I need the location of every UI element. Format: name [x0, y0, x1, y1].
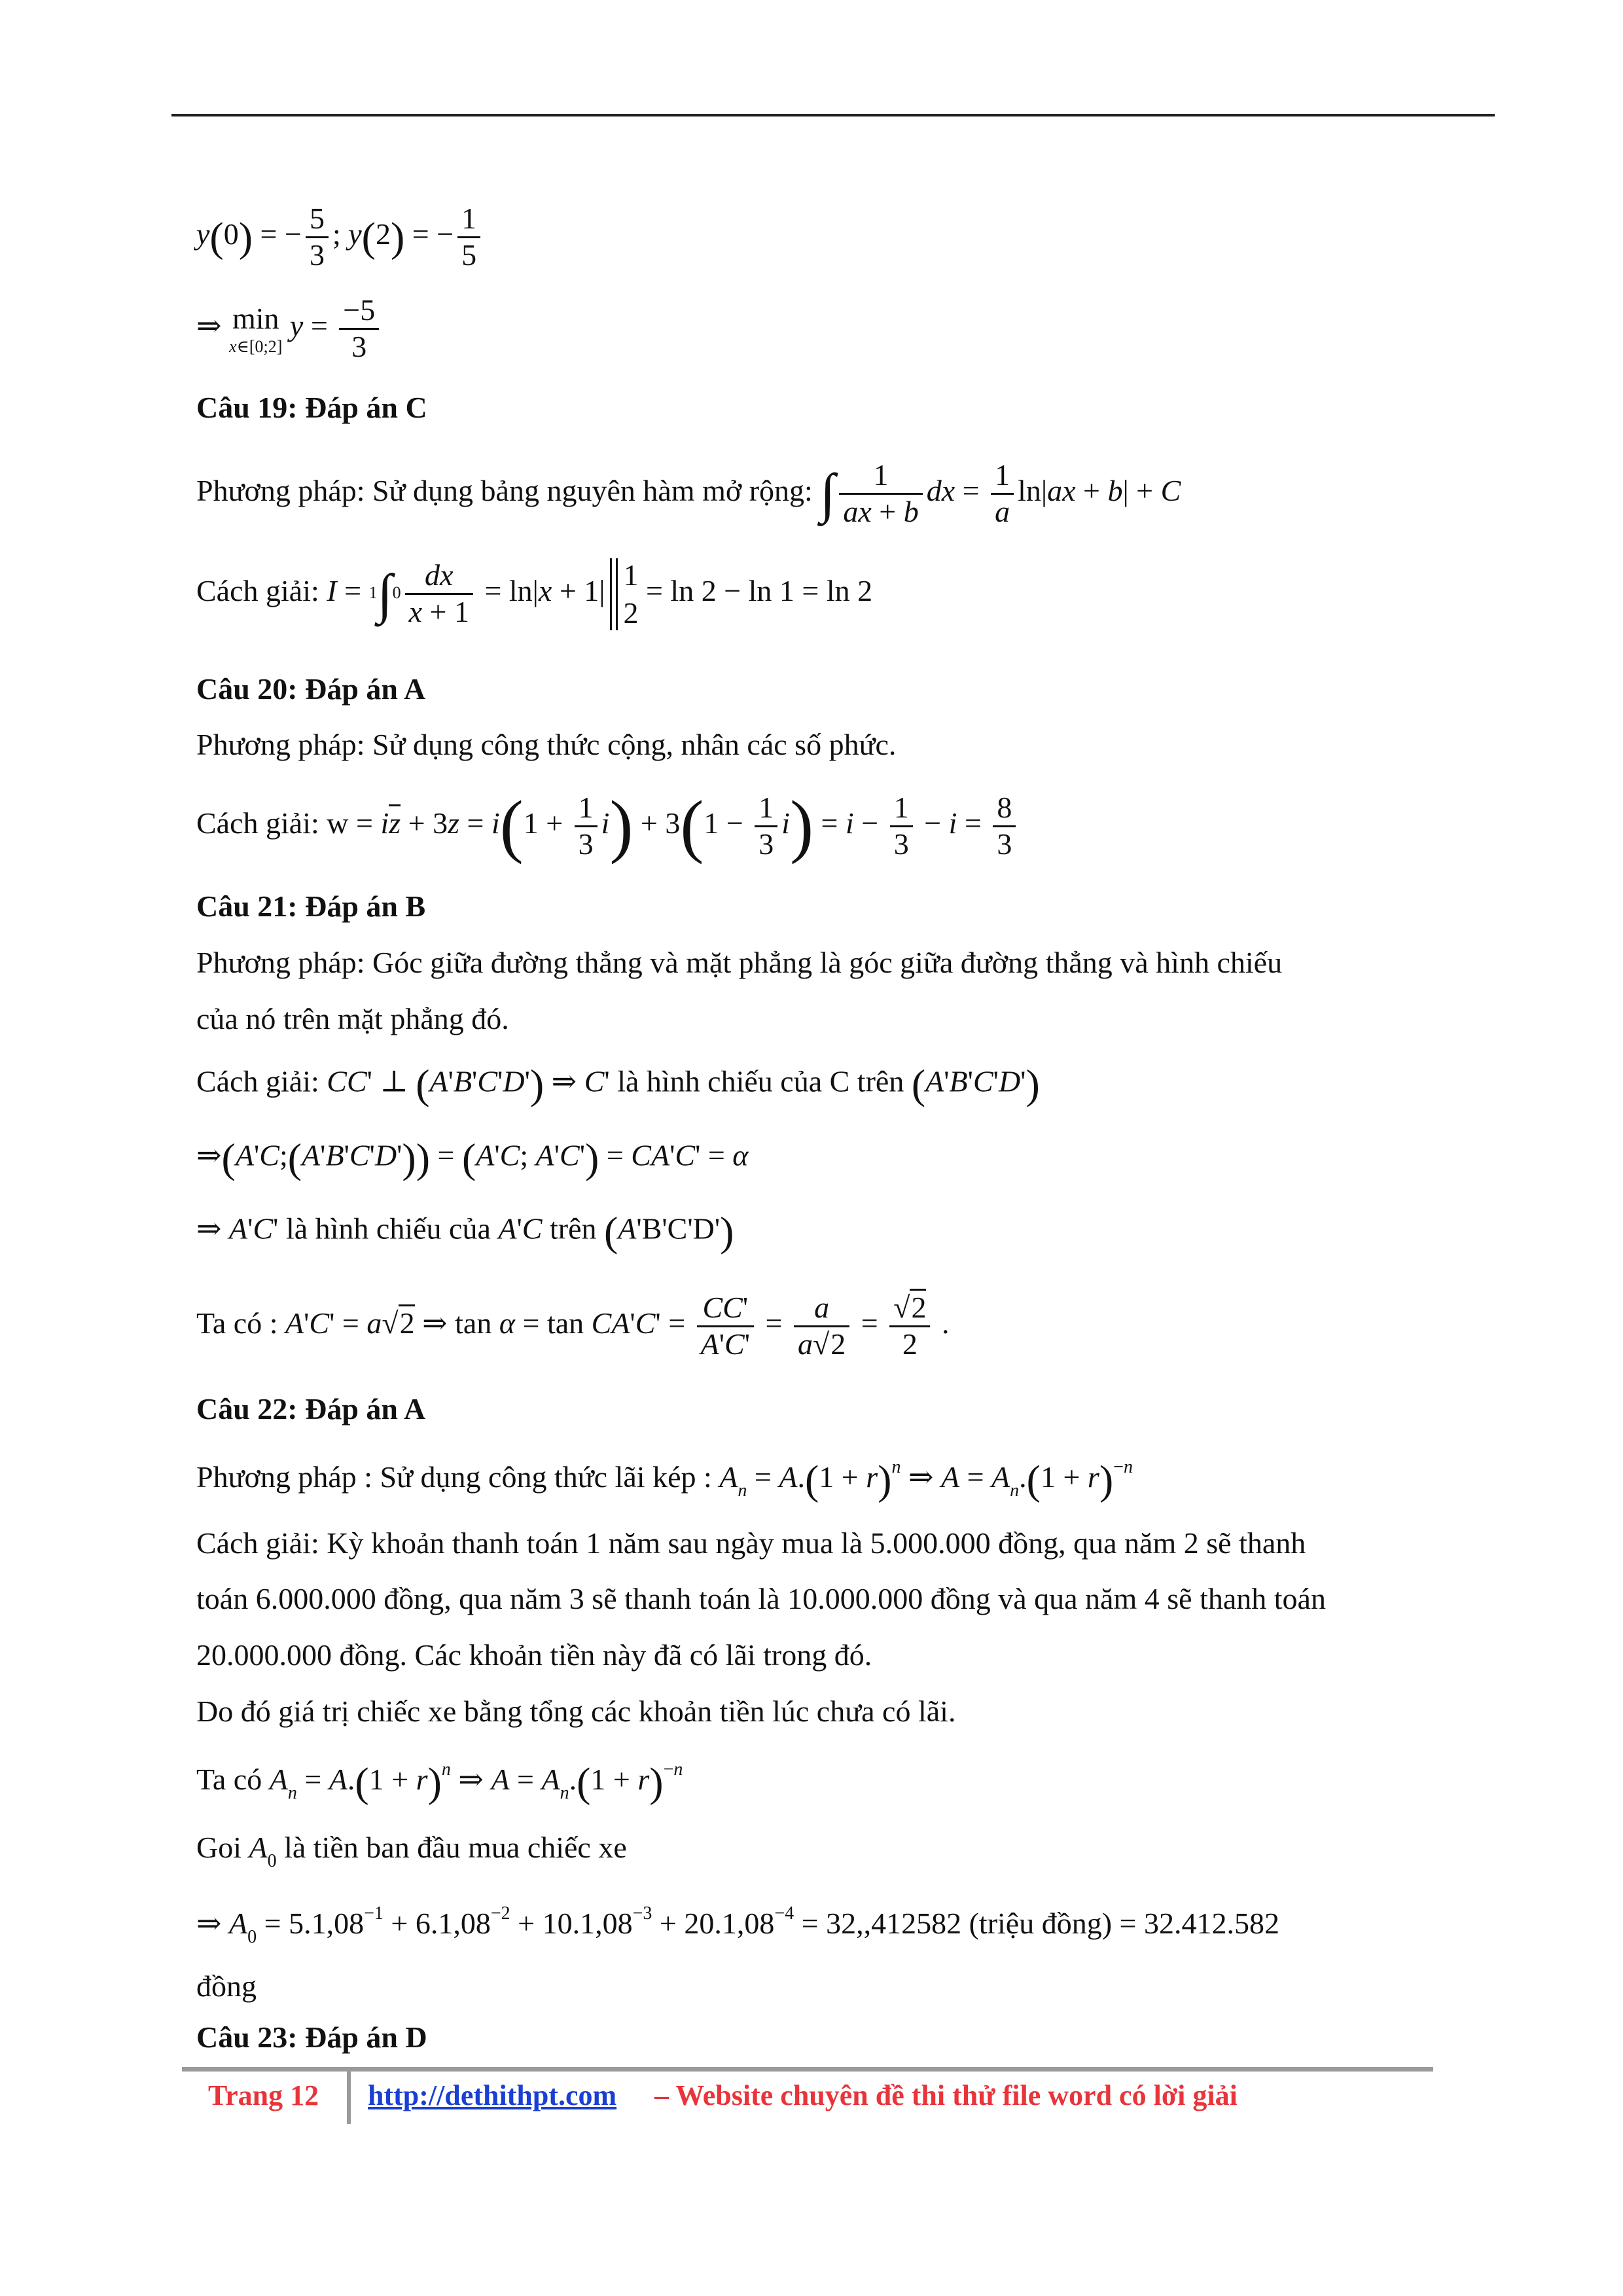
footer-tagline: – Website chuyên đề thi thử file word có lời giải: [654, 2079, 1238, 2111]
q20-heading: Câu 20: Đáp án A: [196, 672, 426, 706]
q19-solution-label: Cách giải:: [196, 574, 319, 608]
q19-method: Phương pháp: Sử dụng bảng nguyên hàm mở rộng: ∫ $\frac{1}{ax + b}$ dx = $\frac{1}{a}$ ln|ax + b| + C: [196, 458, 1181, 528]
q22-result-tail: đồng: [196, 1969, 257, 2003]
q22-method: Phương pháp : Sử dụng công thức lãi kép : $A_n = A.(1 + r)^n$ ⇒ $A = A_n.(1 + r)^{-n}$: [196, 1456, 1133, 1503]
footer-divider: [347, 2072, 351, 2124]
q22-solution-line4: Do đó giá trị chiếc xe bằng tổng các khoản tiền lúc chưa có lãi.: [196, 1695, 956, 1728]
q22-method-label: Phương pháp : Sử dụng công thức lãi kép :: [196, 1460, 712, 1494]
q22-solution-line2: toán 6.000.000 đồng, qua năm 3 sẽ thanh toán là 10.000.000 đồng và qua năm 4 sẽ thanh toán: [196, 1582, 1326, 1615]
q21-projection-text2: là hình chiếu của: [285, 1211, 491, 1246]
q20-method: Phương pháp: Sử dụng công thức cộng, nhân các số phức.: [196, 728, 897, 761]
q21-solution-label: Cách giải:: [196, 1064, 319, 1098]
q19-heading: Câu 19: Đáp án C: [196, 391, 427, 424]
q22-result-line: ⇒ $A_0 = 5.1,08^{-1} + 6.1,08^{-2} + 10.1,08^{-3} + 20.1,08^{-4} = 32,,412582$ (triệu đồng) = 32.412.582: [196, 1903, 1279, 1947]
y-values-formula: y(0) = − $\frac{5}{3}$ ; y(2) = − $\frac{1}{5}$: [196, 202, 484, 273]
q22-solution-line3: 20.000.000 đồng. Các khoản tiền này đã có lãi trong đó.: [196, 1638, 872, 1672]
q22-let-text: là tiền ban đầu mua chiếc xe: [284, 1831, 627, 1864]
q21-on-text: trên: [549, 1211, 597, 1246]
q21-projection-text: là hình chiếu của C trên: [617, 1064, 904, 1098]
footer-website-link[interactable]: http://dethithpt.com: [368, 2079, 617, 2111]
q21-solution: Cách giải: CC' ⊥ (A'B'C'D') ⇒ C' là hình chiếu của C trên (A'B'C'D'): [196, 1061, 1040, 1107]
q21-projection-formula: ⇒ A'C' là hình chiếu của A'C trên (A'B'C'D'): [196, 1208, 734, 1255]
min-result-formula: ⇒ min x∈[0;2] y = $\frac{-5}{3}$: [196, 293, 383, 365]
q22-taco-formula: Ta có $A_n = A.(1 + r)^n$ ⇒ $A = A_n.(1 + r)^{-n}$: [196, 1759, 683, 1806]
q20-solution-label: Cách giải:: [196, 806, 319, 840]
q21-angle-formula: ⇒(A'C;(A'B'C'D')) = (A'C; A'C') = CA'C' = α: [196, 1135, 749, 1181]
q22-solution-line1: Cách giải: Kỳ khoản thanh toán 1 năm sau ngày mua là 5.000.000 đồng, qua năm 2 sẽ thanh: [196, 1526, 1306, 1560]
top-rule: [171, 114, 1495, 117]
q22-result-value: = 32,,412582: [801, 1907, 962, 1940]
q21-method-line1: Phương pháp: Góc giữa đường thẳng và mặt phẳng là góc giữa đường thẳng và hình chiếu: [196, 946, 1283, 979]
q22-result-unit: (triệu đồng) = 32.412.582: [969, 1907, 1279, 1940]
footer-page-number: Trang 12: [208, 2079, 319, 2111]
q22-let-line: Goi $A_0$ là tiền ban đầu mua chiếc xe: [196, 1831, 627, 1871]
q23-heading: Câu 23: Đáp án D: [196, 2020, 427, 2054]
q20-solution: Cách giải: w = iz + 3z = i(1 + $\frac{1}{3}$ i) + 3(1 − $\frac{1}{3}$ i) = i − $\frac{1}{3}$ − i = $\frac{8}{3}$: [196, 791, 1020, 862]
q21-taco-label: Ta có :: [196, 1306, 278, 1340]
q19-method-label: Phương pháp: Sử dụng bảng nguyên hàm mở rộng:: [196, 473, 813, 507]
q21-heading: Câu 21: Đáp án B: [196, 889, 426, 923]
q21-method-line2: của nó trên mặt phẳng đó.: [196, 1002, 509, 1035]
q19-solution: Cách giải: I = 1∫0 $\frac{dx}{x + 1}$ = ln|x + 1| 1 2 = ln 2 − ln 1 = ln 2: [196, 558, 873, 630]
footer-rule: [182, 2067, 1433, 2072]
q22-taco-label: Ta có: [196, 1763, 262, 1796]
q22-let-label: Goi: [196, 1831, 241, 1864]
q22-heading: Câu 22: Đáp án A: [196, 1392, 426, 1426]
q21-tan-formula: Ta có : A'C' = a√2 ⇒ tan α = tan CA'C' = $\frac{CC'}{A'C'}$ = $\frac{a}{a√2}$ = $\frac{√2}{2}$ .: [196, 1291, 949, 1362]
